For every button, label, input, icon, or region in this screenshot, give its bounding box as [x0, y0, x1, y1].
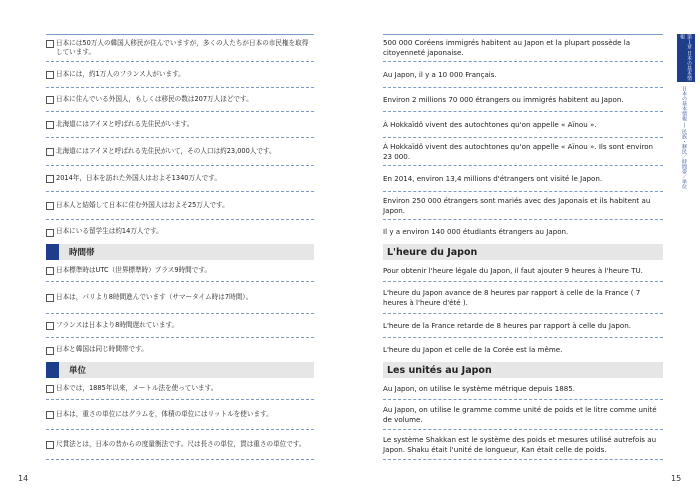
left-row [46, 378, 314, 400]
row-text: Au Japon, on utilise le gramme comme unité de poids et le litre comme unité de volume. [383, 404, 657, 424]
row-text: 日本にいる留学生は約14万人です。 [56, 227, 163, 236]
checkbox-icon[interactable] [46, 148, 54, 156]
left-row [46, 400, 314, 430]
chapter-tab: 第１章 日本の基本情報 [677, 34, 695, 82]
checkbox-icon[interactable] [46, 175, 54, 183]
checkbox-icon[interactable] [46, 267, 54, 275]
section-marker [46, 244, 59, 260]
sidebar-section-text: 日本の基本情報 ― 民族・移民／時間帯／単位 [681, 86, 687, 190]
row-text: 500 000 Coréens immigrés habitent au Japon et la plupart possède la citoyenneté japonaise. [383, 37, 631, 57]
checkbox-icon[interactable] [46, 411, 54, 419]
section-marker [46, 362, 59, 378]
japanese-column [46, 34, 314, 460]
checkbox-icon[interactable] [46, 385, 54, 393]
left-row [46, 282, 314, 314]
section-heading-units: 単位 [46, 362, 314, 378]
row-text: フランスは日本より8時間遅れています。 [56, 320, 179, 329]
right-row [383, 314, 663, 338]
row-text: 日本では，1885年以来，メートル法を使っています。 [56, 383, 218, 392]
right-row [383, 378, 663, 400]
left-row [46, 260, 314, 282]
left-row [46, 88, 314, 112]
row-text: 日本標準時はUTC（世界標準時）プラス9時間です。 [56, 265, 212, 274]
section-heading-time: 時間帯 [46, 244, 314, 260]
checkbox-icon[interactable] [46, 40, 54, 48]
row-text: L'heure du Japon et celle de la Corée est la même. [383, 345, 563, 354]
section-heading-time: L'heure du Japon [383, 244, 663, 260]
left-row [46, 166, 314, 192]
row-text: 北海道にはアイヌと呼ばれる先住民がいて，その人口は約23,000人です。 [56, 146, 276, 155]
row-text: 日本には50万人の韓国人移民が住んでいますが，多くの人たちが日本の市民権を取得しています。 [56, 38, 309, 56]
row-text: Il y a environ 140 000 étudiants étrangers au Japon. [383, 227, 569, 236]
right-row [383, 400, 663, 430]
right-row [383, 282, 663, 314]
left-row [46, 62, 314, 88]
left-row [46, 192, 314, 220]
left-row [46, 338, 314, 362]
checkbox-icon[interactable] [46, 229, 54, 237]
row-text: 北海道にはアイヌと呼ばれる先住民がいます。 [56, 119, 194, 128]
row-text: 日本は，重さの単位にはグラムを，体積の単位にはリットルを使います。 [56, 409, 273, 418]
row-text: 2014年，日本を訪れた外国人はおよそ1340万人です。 [56, 173, 221, 182]
right-row [383, 260, 663, 282]
row-text: À Hokkaïdô vivent des autochtones qu'on appelle « Aïnou ». [383, 119, 597, 129]
right-row [383, 338, 663, 362]
checkbox-icon[interactable] [46, 294, 54, 302]
right-row [383, 138, 663, 166]
left-row [46, 314, 314, 338]
left-row [46, 34, 314, 62]
checkbox-icon[interactable] [46, 322, 54, 330]
right-row [383, 34, 663, 62]
left-row [46, 138, 314, 166]
row-text: En 2014, environ 13,4 millions d'étrangers ont visité le Japon. [383, 173, 603, 183]
row-text: À Hokkaïdô vivent des autochtones qu'on appelle « Aïnou ». Ils sont environ 23 000. [383, 141, 654, 161]
row-text: 日本と韓国は同じ時間帯です。 [56, 345, 148, 354]
row-text: Le système Shakkan est le système des poids et mesures utilisé autrefois au Japon. Shaku était l'unité de longueur, Kan était celle de poids. [383, 434, 657, 454]
checkbox-icon[interactable] [46, 96, 54, 104]
right-row [383, 430, 663, 460]
row-text: Au Japon, on utilise le système métrique depuis 1885. [383, 383, 575, 393]
right-row [383, 192, 663, 220]
french-column [383, 34, 663, 460]
right-row [383, 220, 663, 244]
row-text: Au Japon, il y a 10 000 Français. [383, 69, 497, 79]
left-row [46, 220, 314, 244]
row-text: Environ 250 000 étrangers sont mariés avec des Japonais et ils habitent au Japon. [383, 195, 651, 215]
checkbox-icon[interactable] [46, 441, 54, 449]
row-text: Pour obtenir l'heure légale du Japon, il faut ajouter 9 heures à l'heure TU. [383, 265, 643, 275]
left-row [46, 112, 314, 138]
row-text: 日本は，パリより8時間進んでいます（サマータイム時は7時間）。 [56, 292, 253, 301]
right-row [383, 166, 663, 192]
row-text: L'heure du Japon avance de 8 heures par rapport à celle de la France ( 7 heures à l'heure d'été ). [383, 287, 641, 307]
right-row [383, 88, 663, 112]
left-row [46, 430, 314, 460]
checkbox-icon[interactable] [46, 202, 54, 210]
checkbox-icon[interactable] [46, 71, 54, 79]
row-text: 日本には，約1万人のフランス人がいます。 [56, 69, 185, 78]
row-text: L'heure de la France retarde de 8 heures par rapport à celle du Japon. [383, 320, 631, 330]
row-text: 日本に住んでいる外国人，もしくは移民の数は207万人ほどです。 [56, 94, 253, 103]
row-text: 尺貫法とは，日本の昔からの度量衡法です。尺は長さの単位，貫は重さの単位です。 [56, 439, 306, 448]
row-text: 日本人と結婚して日本に住む外国人はおよそ25万人です。 [56, 200, 229, 209]
checkbox-icon[interactable] [46, 121, 54, 129]
right-row [383, 112, 663, 138]
section-heading-units: Les unités au Japon [383, 362, 663, 378]
checkbox-icon[interactable] [46, 347, 54, 355]
page-number-right: 15 [671, 474, 682, 483]
row-text: Environ 2 millions 70 000 étrangers ou immigrés habitent au Japon. [383, 94, 624, 104]
page-number-left: 14 [18, 474, 29, 483]
right-row [383, 62, 663, 88]
